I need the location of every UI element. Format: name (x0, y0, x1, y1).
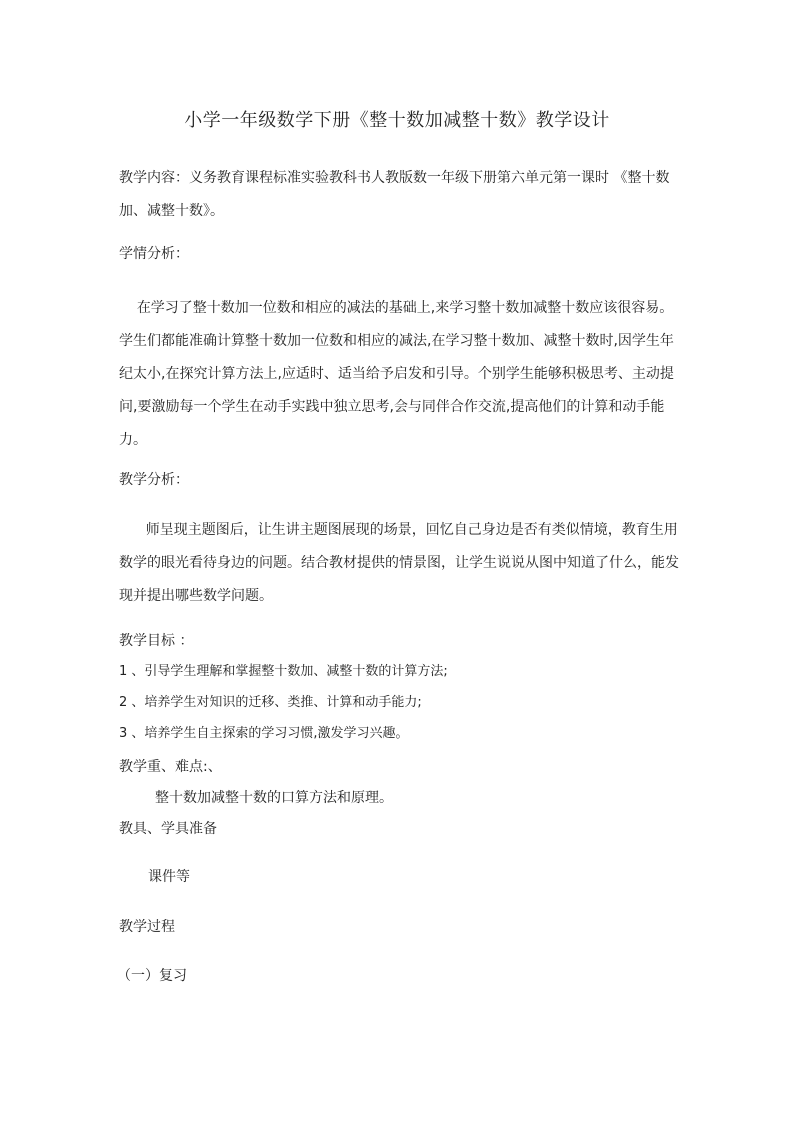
teaching-analysis-heading: 教学分析： (119, 472, 189, 488)
student-analysis-paragraph: 在学习了整十数加一位数和相应的减法的基础上,来学习整十数加减整十数应该很容易。学生们都能准确计算整十数加一位数和相应的减法,在学习整十数加、减整十数时,因学生年纪太小,在探究计算方法上,应适时、适当给予启发和引导。个别学生能够积极思考、主动提问,要激励每一个学生在动手实践中独立思考,会与同伴合作交流,提高他们的计算和动手能力。 (119, 300, 674, 448)
goals-heading: 教学目标 ： (119, 633, 194, 649)
content-paragraph: 教学内容：义务教育课程标准实验教科书人教版数一年级下册第六单元第一课时 《整十数加、减整十数》。 (119, 170, 670, 219)
materials-text: 课件等 (148, 869, 190, 885)
goal-item-2: 2 、培养学生对知识的迁移、类推、计算和动手能力; (119, 695, 422, 710)
process-heading: 教学过程 (119, 919, 175, 935)
process-section-1: （一）复习 (117, 968, 187, 984)
goal-item-3: 3 、培养学生自主探索的学习习惯,激发学习兴趣。 (119, 726, 409, 741)
materials-heading: 教具、学具准备 (119, 821, 217, 837)
key-points-text: 整十数加减整十数的口算方法和原理。 (155, 790, 393, 806)
teaching-analysis-paragraph: 师呈现主题图后，让生讲主题图展现的场景，回忆自己身边是否有类似情境，教育生用数学的眼光看待身边的问题。结合教材提供的情景图，让学生说说从图中知道了什么，能发现并提出哪些数学问题。 (119, 522, 679, 604)
key-points-heading: 教学重、难点:、 (119, 759, 222, 775)
goal-item-1: 1 、引导学生理解和掌握整十数加、减整十数的计算方法; (119, 664, 448, 679)
page-title: 小学一年级数学下册《整十数加减整十数》教学设计 (184, 110, 610, 131)
student-analysis-heading: 学情分析： (119, 246, 189, 262)
